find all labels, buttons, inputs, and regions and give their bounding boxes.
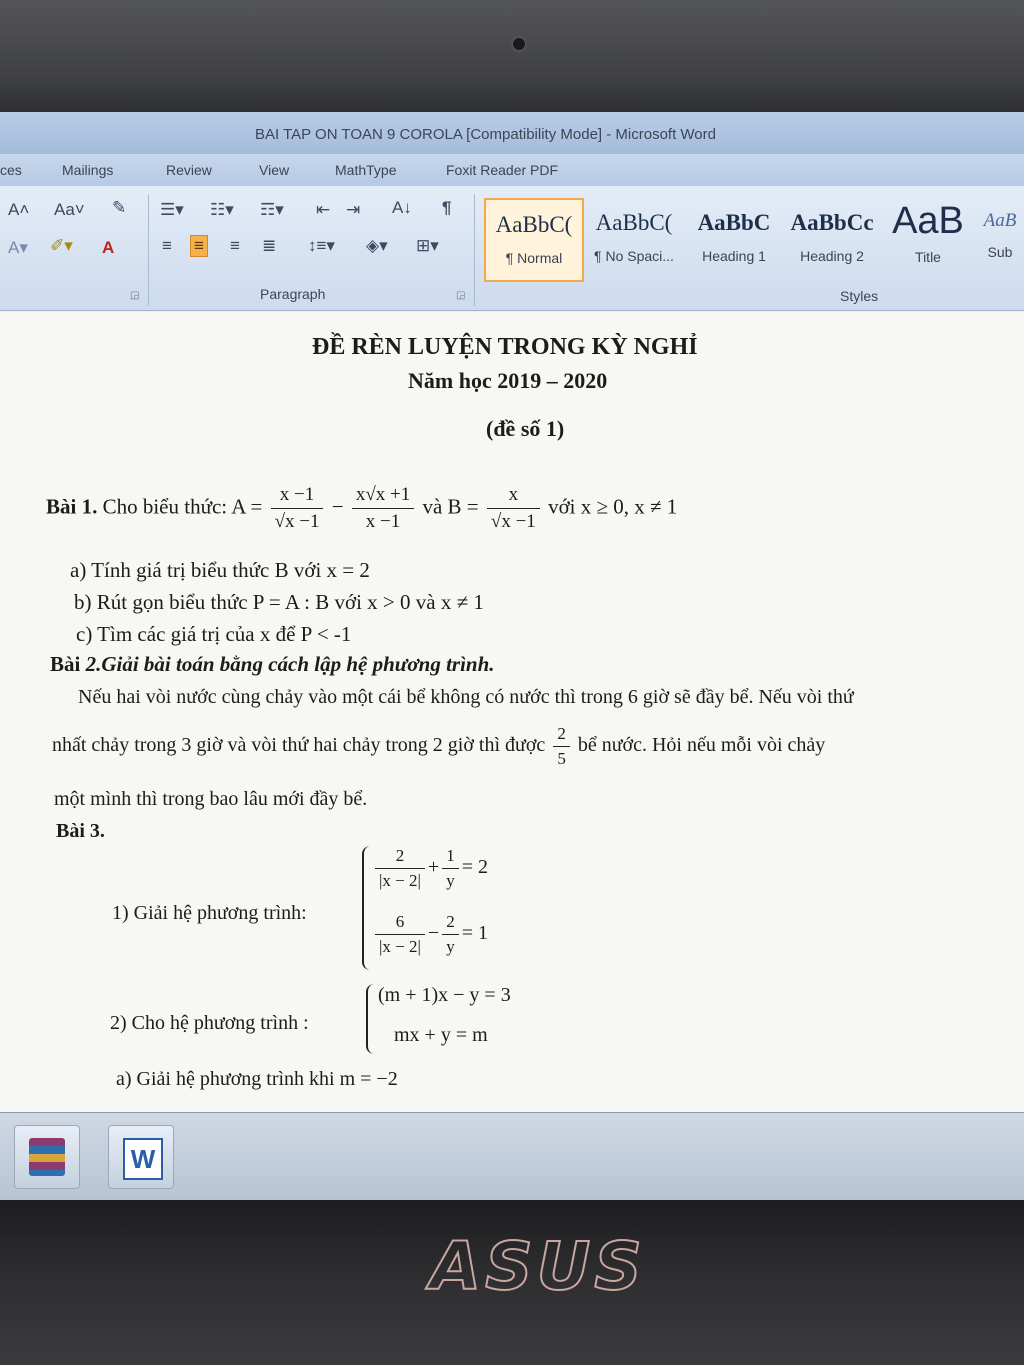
style-heading-1[interactable] [686, 198, 782, 278]
tab-mathtype[interactable]: MathType [335, 162, 397, 178]
style-sample: AaB [892, 200, 964, 242]
rhs: = 2 [461, 856, 488, 879]
system-eq-2: mx + y = m [394, 1024, 488, 1046]
window-title: BAI TAP ON TOAN 9 COROLA [Compatibility Mode] - Microsoft Word [255, 126, 716, 143]
bai2-label: Bài [50, 652, 81, 676]
numerator: x [487, 484, 540, 509]
screen [0, 112, 1024, 1200]
bai1-part-c: c) Tìm các giá trị của x để P < -1 [76, 622, 352, 646]
denominator: |x − 2| [379, 937, 421, 956]
group-separator [148, 194, 149, 306]
monitor-bezel-top [0, 0, 1024, 112]
numerator: x√x +1 [352, 484, 414, 509]
ribbon-tabs [0, 154, 1024, 186]
fraction-two-fifths [553, 724, 570, 769]
paragraph-dialog-launcher-icon[interactable]: ◲ [456, 290, 466, 301]
fraction-b [487, 484, 540, 533]
monitor-bezel-bottom [0, 1200, 1024, 1365]
style-sample: AaBbC( [495, 212, 573, 237]
condition: với x ≥ 0, x ≠ 1 [548, 494, 678, 519]
increase-indent-icon[interactable]: ⇥ [346, 200, 361, 219]
equation-1 [372, 846, 488, 891]
bai1-label: Bài 1. [46, 494, 98, 519]
tab-mailings[interactable]: Mailings [62, 162, 114, 178]
highlight-button[interactable]: ✐▾ [50, 236, 73, 255]
sort-button[interactable]: A↓ [392, 198, 412, 217]
taskbar-winrar-button[interactable] [14, 1125, 80, 1189]
rhs: = 1 [461, 922, 488, 945]
style-title[interactable] [880, 198, 976, 278]
style-heading-2[interactable] [784, 198, 880, 278]
bai2-line-2b: bể nước. Hỏi nếu mỗi vòi chảy [577, 734, 826, 757]
denominator: y [446, 937, 455, 956]
font-dialog-launcher-icon[interactable]: ◲ [130, 290, 140, 301]
webcam [513, 38, 525, 50]
minus-sign: − [331, 494, 344, 519]
fraction [442, 846, 459, 891]
show-formatting-button[interactable]: ¶ [442, 198, 452, 217]
system-brace-2 [366, 984, 376, 1054]
style-name: Heading 1 [702, 248, 766, 264]
bullets-icon[interactable]: ☰▾ [160, 200, 184, 219]
align-right-icon[interactable]: ≡ [230, 236, 240, 255]
bai1-part-b: b) Rút gọn biểu thức P = A : B với x > 0 và x ≠ 1 [74, 590, 484, 614]
bai3-part-2a: a) Giải hệ phương trình khi m = −2 [116, 1068, 398, 1090]
style-name: Sub [987, 244, 1013, 260]
numerator: 2 [375, 846, 425, 869]
numerator: 1 [442, 846, 459, 869]
styles-group-label: Styles [840, 288, 879, 304]
style-no-spacing[interactable] [586, 198, 682, 278]
numerator: 2 [442, 912, 459, 935]
style-sample: AaBbC( [595, 210, 673, 235]
tab-review[interactable]: Review [166, 162, 212, 178]
text-effects-button[interactable]: A▾ [8, 238, 28, 257]
denominator: √x −1 [490, 511, 536, 532]
decrease-indent-icon[interactable]: ⇤ [316, 200, 331, 219]
style-sample: AaB [983, 210, 1017, 231]
fraction-a2 [352, 484, 414, 533]
exam-number: (đề số 1) [486, 416, 565, 441]
tab-foxit-reader-pdf[interactable]: Foxit Reader PDF [446, 162, 559, 178]
bai2-line-3: một mình thì trong bao lâu mới đầy bể. [54, 788, 368, 810]
minus-sign: − [427, 922, 440, 945]
title-bar [0, 112, 1024, 154]
bai3-part-1: 1) Giải hệ phương trình: [112, 902, 307, 924]
numerator: 2 [553, 724, 570, 747]
equation-2 [372, 912, 488, 957]
bai1-statement [46, 484, 677, 533]
tab-references[interactable]: ces [0, 162, 22, 178]
shading-icon[interactable]: ◈▾ [366, 236, 388, 255]
style-name: ¶ No Spaci... [594, 248, 674, 264]
font-color-button[interactable]: A [102, 238, 115, 257]
denominator: √x −1 [274, 511, 320, 532]
style-name: ¶ Normal [505, 250, 563, 266]
multilevel-list-icon[interactable]: ☶▾ [260, 200, 284, 219]
document-title: ĐỀ RÈN LUYỆN TRONG KỲ NGHỈ [312, 334, 698, 360]
numerator: x −1 [271, 484, 324, 509]
brand-logo: ASUS [430, 1228, 646, 1305]
denominator: y [446, 871, 455, 890]
bai1-part-a: a) Tính giá trị biểu thức B với x = 2 [70, 558, 370, 582]
fraction [375, 912, 425, 957]
style-subtitle[interactable] [976, 198, 1024, 278]
bai1-intro: Cho biểu thức: A = [102, 494, 263, 519]
fraction [442, 912, 459, 957]
system-eq-1: (m + 1)x − y = 3 [378, 984, 511, 1006]
document-page[interactable] [0, 312, 1024, 1112]
style-name: Title [915, 249, 941, 265]
taskbar-word-button[interactable] [108, 1125, 174, 1189]
winrar-icon [29, 1138, 65, 1176]
paragraph-group-label: Paragraph [260, 286, 326, 302]
clear-formatting-icon[interactable]: ✎ [112, 198, 127, 217]
bai2-line-2a: nhất chảy trong 3 giờ và vòi thứ hai chảy trong 2 giờ thì được [52, 734, 546, 757]
line-spacing-icon[interactable]: ↕≡▾ [308, 236, 335, 255]
and-b: và B = [422, 494, 479, 519]
bai2-line-2 [52, 724, 825, 769]
align-center-icon[interactable]: ≡ [190, 235, 208, 257]
style-sample: AaBbC [697, 210, 771, 235]
bai2-line-1: Nếu hai vòi nước cùng chảy vào một cái bể không có nước thì trong 6 giờ sẽ đầy bể. Nếu vòi thứ [78, 686, 854, 708]
numbering-icon[interactable]: ☷▾ [210, 200, 234, 219]
tab-view[interactable]: View [259, 162, 290, 178]
style-normal[interactable] [484, 198, 584, 282]
bai3-label: Bài 3. [56, 820, 105, 842]
bai2-heading [50, 652, 495, 677]
school-year: Năm học 2019 – 2020 [408, 368, 608, 393]
align-left-icon[interactable]: ≡ [162, 236, 172, 255]
group-separator [474, 194, 475, 306]
style-sample: AaBbCc [790, 210, 874, 235]
fraction [375, 846, 425, 891]
bai2-title: 2.Giải bài toán bằng cách lập hệ phương trình. [85, 652, 495, 676]
denominator: x −1 [365, 511, 401, 532]
justify-icon[interactable]: ≣ [262, 236, 277, 255]
denominator: |x − 2| [379, 871, 421, 890]
style-name: Heading 2 [800, 248, 864, 264]
change-case-button[interactable]: Aa˅ [54, 200, 85, 219]
word-icon: W [123, 1138, 163, 1180]
grow-font-button[interactable]: A˄ [8, 200, 30, 219]
numerator: 6 [375, 912, 425, 935]
plus-sign: + [427, 856, 440, 879]
bai3-part-2: 2) Cho hệ phương trình : [110, 1012, 309, 1034]
taskbar [0, 1112, 1024, 1200]
denominator: 5 [557, 749, 566, 768]
fraction-a1 [271, 484, 324, 533]
borders-icon[interactable]: ⊞▾ [416, 236, 439, 255]
